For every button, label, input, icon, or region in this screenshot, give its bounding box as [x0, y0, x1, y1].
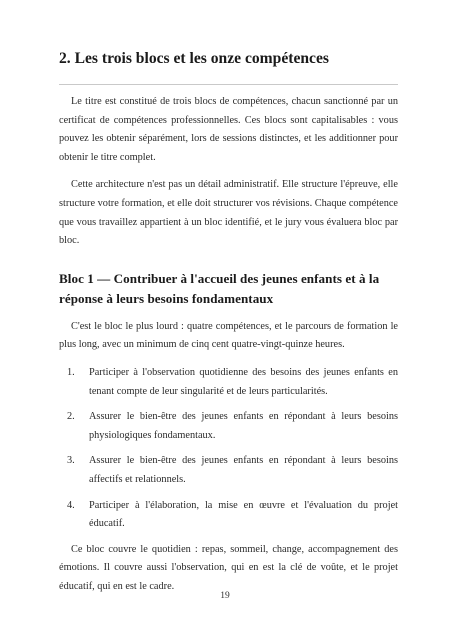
list-item [59, 452, 398, 489]
paragraph-architecture: Cette architecture n'est pas un détail administratif. Elle structure l'épreuve, elle structure votre formation, et elle doit structurer vos révisions. Chaque compétence que vous travaillez appartient à un bloc identifié, et le jury vous évaluera bloc par bloc. [59, 179, 398, 247]
list-item-number: 3. [67, 455, 75, 467]
page-body [59, 93, 398, 596]
competences-list [59, 364, 398, 534]
list-item-text: Assurer le bien-être des jeunes enfants en répondant à leurs besoins physiologiques fondamentaux. [89, 411, 398, 441]
list-item-number: 4. [67, 499, 75, 511]
paragraph-intro: Le titre est constitué de trois blocs de compétences, chacun sanctionné par un certificat de compétences professionnelles. Ces blocs sont capitalisables : vous pouvez les obtenir séparément, lors de sessions distinctes, et les additionner pour obtenir le titre complet. [59, 96, 398, 163]
bloc1-title: Bloc 1 — Contribuer à l'accueil des jeunes enfants et à la réponse à leurs besoins fondamentaux [59, 270, 380, 307]
list-item-text: Assurer le bien-être des jeunes enfants en répondant à leurs besoins affectifs et relationnels. [89, 455, 398, 485]
section-title: 2. Les trois blocs et les onze compétences [59, 50, 329, 67]
page-number: 19 [220, 591, 230, 601]
list-item-number: 2. [67, 411, 75, 423]
bloc1-conclusion: Ce bloc couvre le quotidien : repas, sommeil, change, accompagnement des émotions. Il couvre aussi l'observation, qui en est la clé de voûte, et le projet éducatif, qui en est le cadre. [59, 543, 398, 592]
list-item [59, 497, 398, 534]
list-item [59, 408, 398, 445]
list-item-text: Participer à l'observation quotidienne des besoins des jeunes enfants en tenant compte de leur singularité et de leurs particularités. [89, 366, 398, 397]
bloc1-intro: C'est le bloc le plus lourd : quatre compétences, et le parcours de formation le plus long, avec un minimum de cinq cent quatre-vingt-quinze heures. [59, 320, 398, 351]
list-item-text: Participer à l'élaboration, la mise en œuvre et l'évaluation du projet éducatif. [89, 499, 398, 530]
title-divider [59, 84, 398, 85]
list-item-number: 1. [67, 366, 75, 378]
list-item [59, 364, 398, 401]
